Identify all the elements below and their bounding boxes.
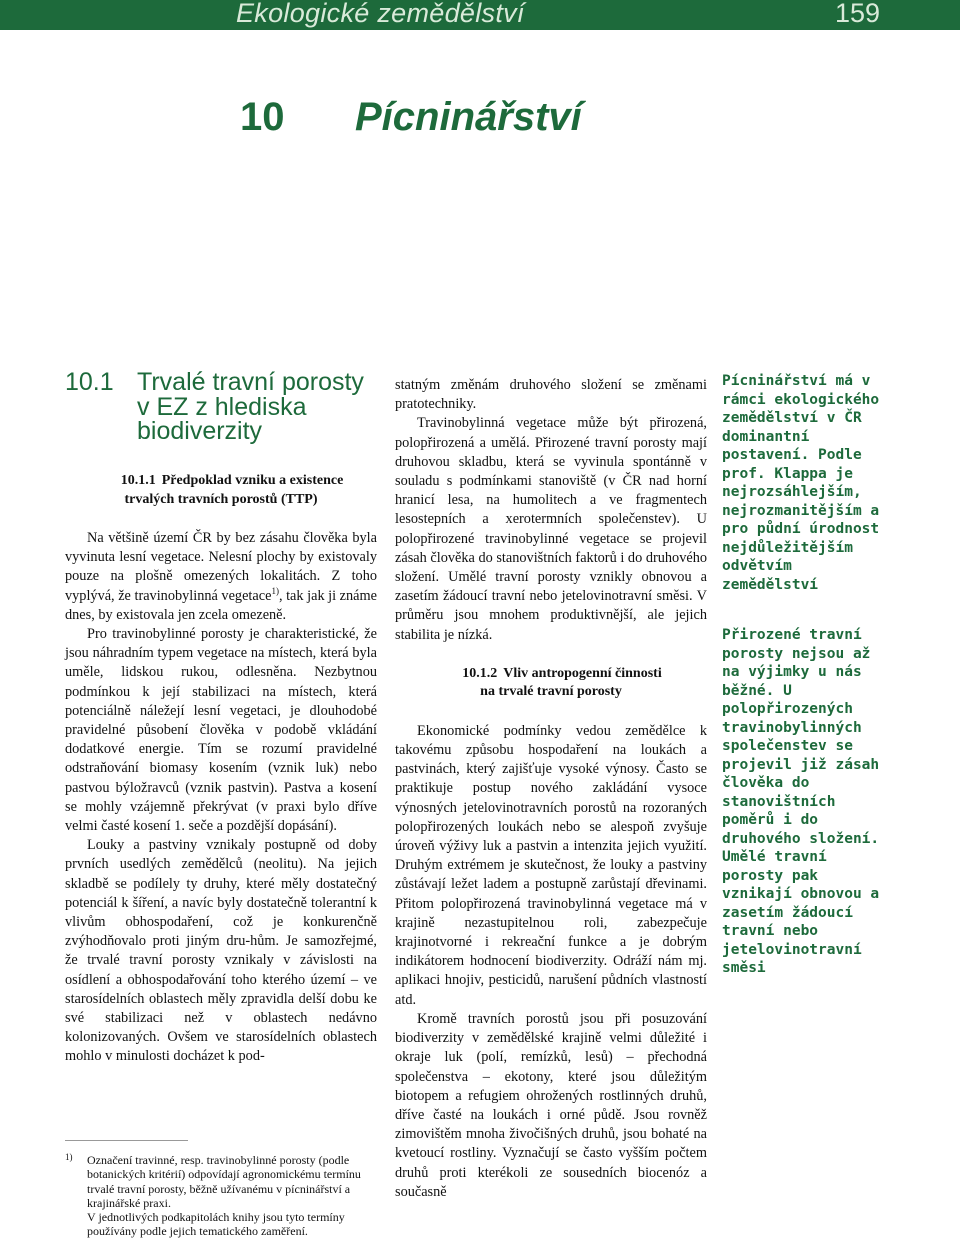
margin-note-1: Pícninářství má v rámci ekologického zemědělství v ČR dominantní postavení. Podle prof. Klappa je nejrozsáhlejším, nejrozmanitějším a pro půdní úrodnost nejdůležitějším odvětvím zemědělství [722,373,880,593]
paragraph: Travinobylinná vegetace může být přirozená, polopřirozená a umělá. Přirozené travní porosty mají druhovou skladbu, která se vyvinula spontánně v souladu s podmínkami stanoviště (v ČR nad horní hranicí lesa, na humolitech a ve fragmentech lesostepních a xerotermních společenstev). U polopřirozené travinobylinné vegetace se projevil zásah člověka do stanovištních faktorů i do druhového složení. Umělé travní porosty vznikly obnovou a zasetím žádoucí travní nebo jetelovinotravní směsi. V průměru jsou mnohem produktivnější, ale jejich stabilita je nízká. [395,415,707,643]
chapter-number: 10 [240,95,285,139]
paragraph [65,529,377,625]
section-number: 10.1 [65,368,114,396]
footnote-text [65,1153,377,1239]
chapter-title: Pícninářství [355,95,582,139]
paragraph-text: Na většině území ČR by bez zásahu člověka byla vyvinuta lesní vegetace. Nelesní plochy by existovaly pouze na plošně omezených lokalitách. Z toho vyplývá, že travinobylinná vegetace [65,530,377,604]
subsection-title-line-1: Vliv antropogenní činnosti [503,665,662,681]
running-header-title: Ekologické zemědělství [236,0,525,28]
paragraph: Ekonomické podmínky vedou zemědělce k takovému způsobu hospodaření na loukách a pastvinách, který zajišťuje vysoké výnosy. Často se praktikuje postup nového zakládání vysoce výnosných jetelovinotravních porostů na rozoraných polopřirozených loukách nebo se alespoň zvyšuje úroveň výživy luk a pastvin a intenzita jejich využití. Druhým extrémem je skutečnost, že louky a pastviny zůstávají ležet ladem a postupně zarůstají dřevinami. Přitom polopřirozená travinobylinná vegetace má v krajině nezastupitelnou roli, zabezpečuje krajinotvorné i rekreační funkce a je dobrým indikátorem hodnocení biodiverzity. Odráží nám mj. aplikaci hnojiv, pesticidů, narušení půdních vlastností atd. [395,722,707,1008]
paragraph: Louky a pastviny vznikaly postupně od doby prvních usedlých zemědělců (neolitu). Na jejich skladbě se podílely ty druhy, které měly dostatečný potenciál k šíření, a navíc byly dostatečně tolerantní k vlivům obhospodaření, což je konkurenčně zvýhodňovalo proti jiným dru-hům. Je samozřejmé, že trvalé travní porosty vznikaly v závislosti na osídlení a obhospodařování toho kterého území – ve starosídelních oblastech měly zpravidla delší dobu ke své stabilizaci než v oblastech nedávno kolonizovaných. Ovšem ve starosídelních oblastech mohlo v minulosti docházet k pod- [65,837,377,1065]
subsection-number: 10.1.1 [120,473,156,488]
margin-note-2: Přirozené travní porosty nejsou až na výjimky u nás běžné. U polopřirozených travinobylinných společenstev se projevil již zásah člověka do stanovištních poměrů i do druhového složení. Umělé travní porosty pak vznikají obnovou a zasetím žádoucí travní nebo jetelovinotravní směsi [722,627,880,976]
footnote-reference[interactable]: 1) [271,585,279,596]
section-title-line-2: v EZ z hlediska [137,392,307,421]
paragraph-text: , tak jak ji známe dnes, by existovala jen zcela omezeně. [65,587,377,623]
middle-text-column [395,376,707,1202]
subsection-title-line-1: Předpoklad vzniku a existence [161,473,344,488]
page-header-bar [0,0,960,30]
section-title-line-3: biodiverzity [137,417,263,445]
subsection-title-line-2: na trvalé travní porosty [480,684,622,700]
subsection-heading-1 [65,472,377,509]
footnote-mark: 1) [65,1152,73,1162]
subsection-heading-2 [395,665,707,702]
paragraph: Pro travinobylinné porosty je charakteristické, že jsou náhradním typem vegetace na místech, která byla uměle, lidskou rukou, odlesněna. Nezbytnou podmínkou k její stabilizaci na místech, která potenciálně náležejí lesní vegetaci, je dlouhodobé pravidelné působení člověka v podobě vkládání dodatkové energie. Tím se rozumí pravidelné odstraňování biomasy kosením (vznik luk) nebo pastvou býložravců (vznik pastvin). Pastva a kosení se mohly vzájemně překrývat (v praxi bylo dříve velmi časté kosení 1. seče a pozdější dopásání). [65,626,377,835]
paragraph: Kromě travních porostů jsou při posuzování biodiverzity v zemědělské krajině velmi důležité i okraje luk (polí, remízků, lesů) – přechodná společenstva – ekotony, které jsou důležitým biotopem a refugiem ohrožených rostlinných druhů, dříve časté na loukách i orné půdě. Jsou rovněž zimovištěm mnoha živočišných druhů, jsou bohaté na kvetoucí rostliny. Vyznačují se často vyšším počtem druhů proti kterékoli ze sousedních biocenóz a současně [395,1010,707,1200]
footnote-divider [65,1140,188,1141]
section-heading [65,370,364,444]
footnote-text-1: Označení travinné, resp. travinobylinné porosty (podle botanických kritérií) odpovídají agronomickému termínu trvalé travní porosty, běžně užívanému v pícninářství a krajinářské praxi. [87,1153,361,1210]
footnote [65,1153,377,1239]
left-text-column [65,472,377,1067]
page-number: 159 [835,0,881,28]
paragraph: statným změnám druhového složení se změnami pratotechniky. [395,377,707,413]
section-title-line-1: Trvalé travní porosty [137,368,364,396]
footnote-text-2: V jednotlivých podkapitolách knihy jsou tyto termíny používány podle jejich tematického zaměření. [87,1210,345,1239]
subsection-number: 10.1.2 [462,665,498,681]
subsection-title-line-2: trvalých travních porostů (TTP) [124,491,318,507]
